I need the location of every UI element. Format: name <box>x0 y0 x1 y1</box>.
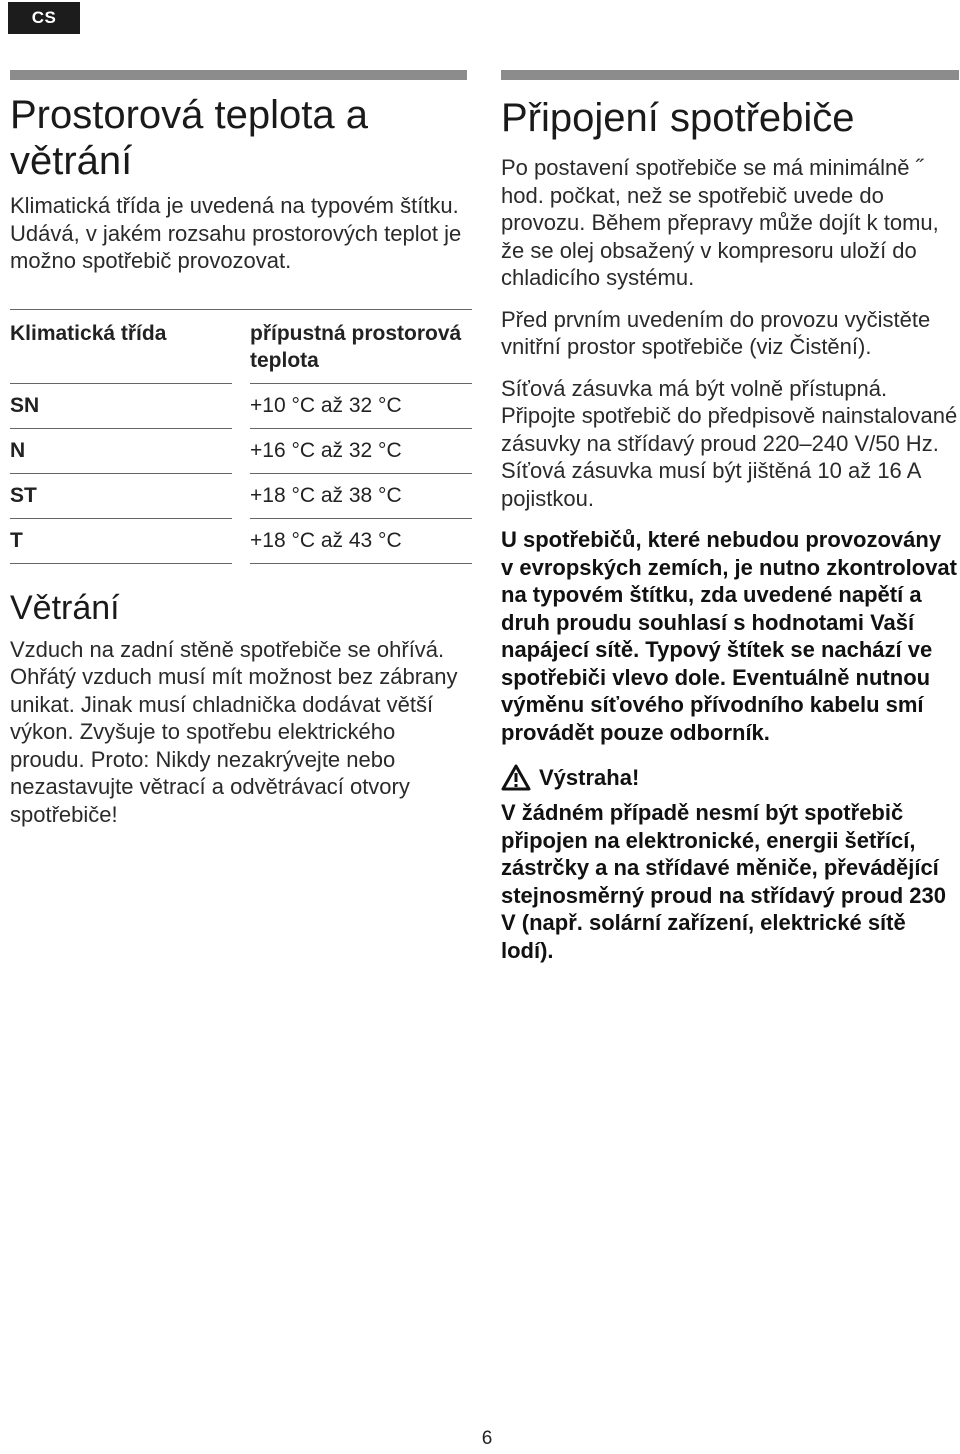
warning-heading <box>501 764 959 791</box>
warning-triangle-icon <box>501 764 531 791</box>
connection-paragraph-voltage-note: U spotřebičů, které nebudou provozovány v evropských zemích, je nutno zkontrolovat na typovém štítku, zda uvedené napětí a druh proudu souhlasí s hodnotami Vaší napájecí sítě. Typový štítek se nachází ve spotřebiči vlevo dole. Eventuálně nutnou výměnu síťového přívodního kabelu smí provádět pouze odborník. <box>501 527 957 745</box>
temperature-range-cell: +18 °C až 38 °C <box>250 473 472 518</box>
header-allowed-temperature: přípustná prostorová teplota <box>250 309 472 383</box>
connection-paragraph-wait: Po postavení spotřebiče se má minimálně ˝ hod. počkat, než se spotřebič uvede do provozu. Během přepravy může dojít k tomu, že se olej obsažený v kompresoru uloží do chladicího systému. <box>501 155 939 290</box>
warning-paragraph: V žádném případě nesmí být spotřebič připojen na elektronické, energii šetřící, zástrčky a na střídavé měniče, převádějící stejnosměrný proud na střídavý proud 230 V (např. solární zařízení, elektrické sítě lodí). <box>501 800 947 963</box>
language-badge: CS <box>8 2 80 34</box>
table-row <box>10 383 472 428</box>
temperature-range-cell: +10 °C až 32 °C <box>250 383 472 428</box>
page-number: 6 <box>481 1428 493 1449</box>
warning-label: Výstraha! <box>539 764 640 790</box>
right-column <box>501 70 959 964</box>
section-rule <box>501 70 959 80</box>
climate-class-cell: SN <box>10 383 232 428</box>
ventilation-paragraph: Vzduch na zadní stěně spotřebiče se ohřívá. Ohřátý vzduch musí mít možnost bez zábrany unikat. Jinak musí chladnička dodávat větší výkon. Zvyšuje to spotřebu elektrického proudu. Proto: Nikdy nezakrývejte nebo nezastavujte větrací a odvětrávací otvory spotřebiče! <box>10 636 458 827</box>
table-row <box>10 518 472 563</box>
connection-paragraph-clean: Před prvním uvedením do provozu vyčistěte vnitřní prostor spotřebiče (viz Čistění). <box>501 306 931 359</box>
climate-class-table <box>10 309 472 564</box>
climate-class-cell: N <box>10 428 232 473</box>
connection-paragraph-socket: Síťová zásuvka má být volně přístupná. Připojte spotřebič do předpisově nainstalované zásuvky na střídavý proud 220–240 V/50 Hz. Síťová zásuvka musí být jištěná 10 až 16 A pojistkou. <box>501 375 958 511</box>
left-column <box>10 70 472 828</box>
climate-class-cell: T <box>10 518 232 563</box>
temperature-range-cell: +16 °C až 32 °C <box>250 428 472 473</box>
climate-class-cell: ST <box>10 473 232 518</box>
section-title-connection: Připojení spotřebiče <box>501 96 855 140</box>
table-header-row <box>10 309 472 383</box>
table-row <box>10 428 472 473</box>
header-climate-class: Klimatická třída <box>10 309 232 383</box>
section-rule <box>10 70 467 80</box>
intro-paragraph: Klimatická třída je uvedená na typovém štítku. Udává, v jakém rozsahu prostorových teplot je možno spotřebič provozovat. <box>10 193 462 273</box>
temperature-range-cell: +18 °C až 43 °C <box>250 518 472 563</box>
section-title-room-temperature: Prostorová teplota a větrání <box>10 93 368 183</box>
section-title-ventilation: Větrání <box>10 588 120 627</box>
table-row <box>10 473 472 518</box>
